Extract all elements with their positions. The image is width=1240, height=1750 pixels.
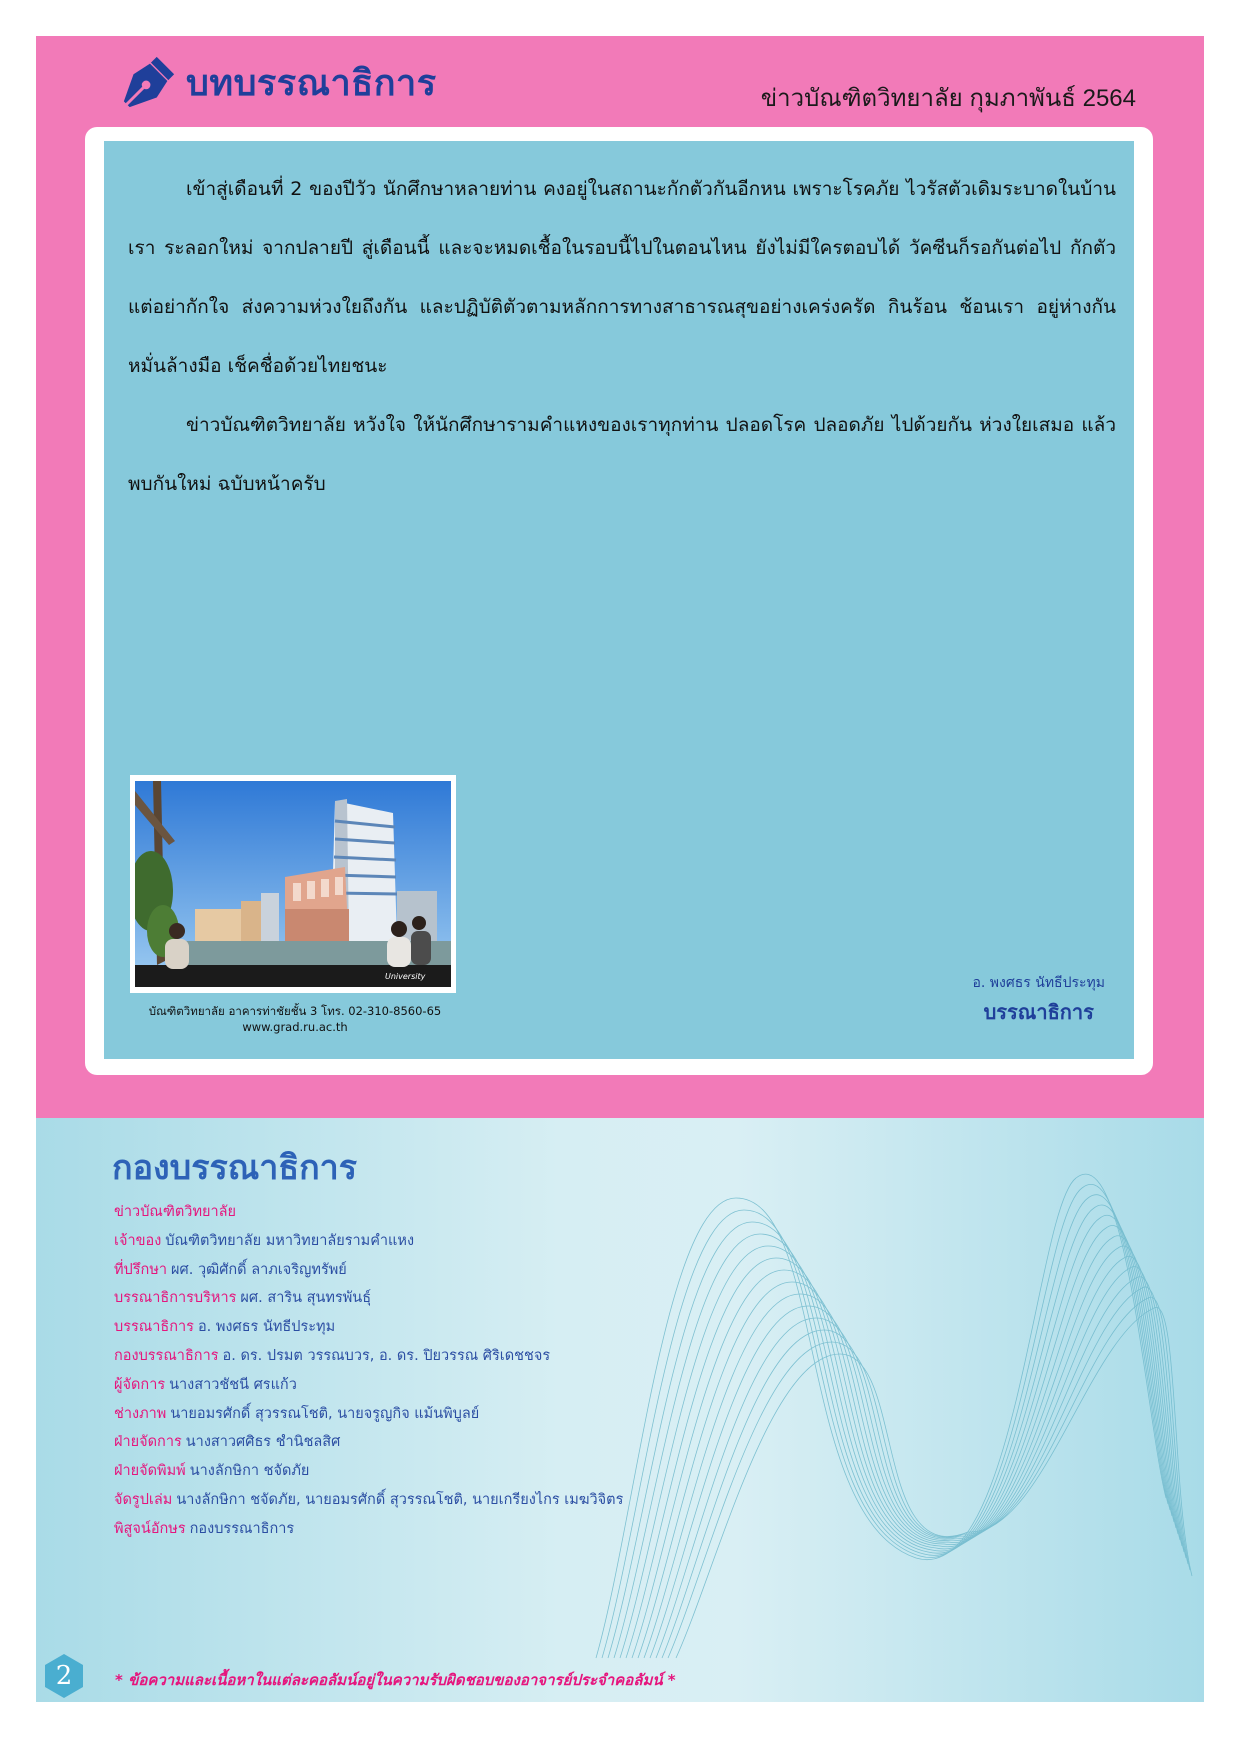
page-number: 2 (55, 1661, 73, 1691)
board-row (114, 1284, 814, 1313)
board-role: ผู้จัดการ (114, 1376, 166, 1393)
editorial-heading (120, 50, 437, 114)
board-row (114, 1342, 814, 1371)
board-row (114, 1227, 814, 1256)
board-row (114, 1400, 814, 1429)
editor-role: บรรณาธิการ (983, 1000, 1094, 1024)
caption-website: www.grad.ru.ac.th (242, 1020, 348, 1034)
board-people: นางลักษิกา ชจัดภัย (189, 1463, 310, 1480)
board-role: บรรณาธิการบริหาร (114, 1290, 237, 1307)
board-list (114, 1198, 814, 1544)
board-people: อ. ดร. ปรมต วรรณบวร, อ. ดร. ปิยวรรณ ศิริเดชชจร (222, 1347, 551, 1364)
issue-label: ข่าวบัณฑิตวิทยาลัย กุมภาพันธ์ 2564 (760, 85, 1136, 112)
board-role: พิสูจน์อักษร (114, 1520, 186, 1537)
board-role: ช่างภาพ (114, 1405, 167, 1422)
board-title: กองบรรณาธิการ (112, 1149, 358, 1187)
board-people: นางลักษิกา ชจัดภัย, นายอมรศักดิ์ สุวรรณโชติ, นายเกรียงไกร เมฆวิจิตร (176, 1491, 624, 1508)
board-people: ผศ. วุฒิศักดิ์ ลาภเจริญทรัพย์ (171, 1261, 347, 1278)
board-row (114, 1515, 814, 1544)
board-row (114, 1198, 814, 1227)
building-photo (135, 781, 451, 987)
board-role: ฝ่ายจัดการ (114, 1434, 182, 1451)
board-people: กองบรรณาธิการ (189, 1520, 295, 1537)
board-row (114, 1428, 814, 1457)
board-role: เจ้าของ (114, 1232, 162, 1249)
board-role: จัดรูปเล่ม (114, 1491, 173, 1508)
board-people: ผศ. สาริน สุนทรพันธุ์ (240, 1290, 372, 1307)
caption-address: บัณฑิตวิทยาลัย อาคารท่าชัยชั้น 3 โทร. 02-310-8560-65 (148, 1004, 442, 1018)
photo-watermark: University (385, 972, 426, 981)
fountain-pen-icon (120, 53, 178, 111)
board-people: นางสาวศศิธร ชำนิชลสิศ (185, 1434, 341, 1451)
board-role: บรรณาธิการ (114, 1319, 194, 1336)
editor-signature (972, 972, 1105, 1028)
board-role: ฝ่ายจัดพิมพ์ (114, 1463, 186, 1480)
board-people: บัณฑิตวิทยาลัย มหาวิทยาลัยรามคำแหง (165, 1232, 415, 1249)
disclaimer: * ข้อความและเนื้อหาในแต่ละคอลัมน์อยู่ในความรับผิดชอบของอาจารย์ประจำคอลัมน์ * (115, 1671, 676, 1689)
board-role: ข่าวบัณฑิตวิทยาลัย (114, 1204, 237, 1220)
board-row (114, 1457, 814, 1486)
board-row (114, 1486, 814, 1515)
page-title: บทบรรณาธิการ (186, 61, 437, 103)
editorial-paragraph: เข้าสู่เดือนที่ 2 ของปีวัว นักศึกษาหลายท่าน คงอยู่ในสถานะกักตัวกันอีกหน เพราะโรคภัย ไวรัสตัวเดิมระบาดในบ้านเรา ระลอกใหม่ จากปลายปี สู่เดือนนี้ และจะหมดเชื้อในรอบนี้ไปในตอนไหน ยังไม่มีใครตอบได้ วัคซีนก็รอกันต่อไป กักตัว แต่อย่ากักใจ ส่งความห่วงใยถึงกัน และปฏิบัติตัวตามหลักการทางสาธารณสุขอย่างเคร่งครัด กินร้อน ช้อนเรา อยู่ห่างกัน หมั่นล้างมือ เช็คชื่อด้วยไทยชนะ (128, 178, 1116, 377)
board-row (114, 1313, 814, 1342)
editorial-paragraph: ข่าวบัณฑิตวิทยาลัย หวังใจ ให้นักศึกษารามคำแหงของเราทุกท่าน ปลอดโรค ปลอดภัย ไปด้วยกัน ห่วงใยเสมอ แล้วพบกันใหม่ ฉบับหน้าครับ (128, 414, 1116, 495)
board-people: นายอมรศักดิ์ สุวรรณโชติ, นายจรูญกิจ แม้นพิบูลย์ (170, 1405, 480, 1422)
editor-name: อ. พงศธร นัทธีประทุม (972, 975, 1105, 991)
board-role: กองบรรณาธิการ (114, 1347, 219, 1364)
board-row (114, 1256, 814, 1285)
board-people: อ. พงศธร นัทธีประทุม (197, 1319, 336, 1336)
photo-caption (130, 1003, 460, 1035)
editorial-text (128, 160, 1116, 514)
board-row (114, 1371, 814, 1400)
board-people: นางสาวชัชนี ศรแก้ว (169, 1376, 297, 1393)
board-role: ที่ปรึกษา (114, 1261, 168, 1278)
